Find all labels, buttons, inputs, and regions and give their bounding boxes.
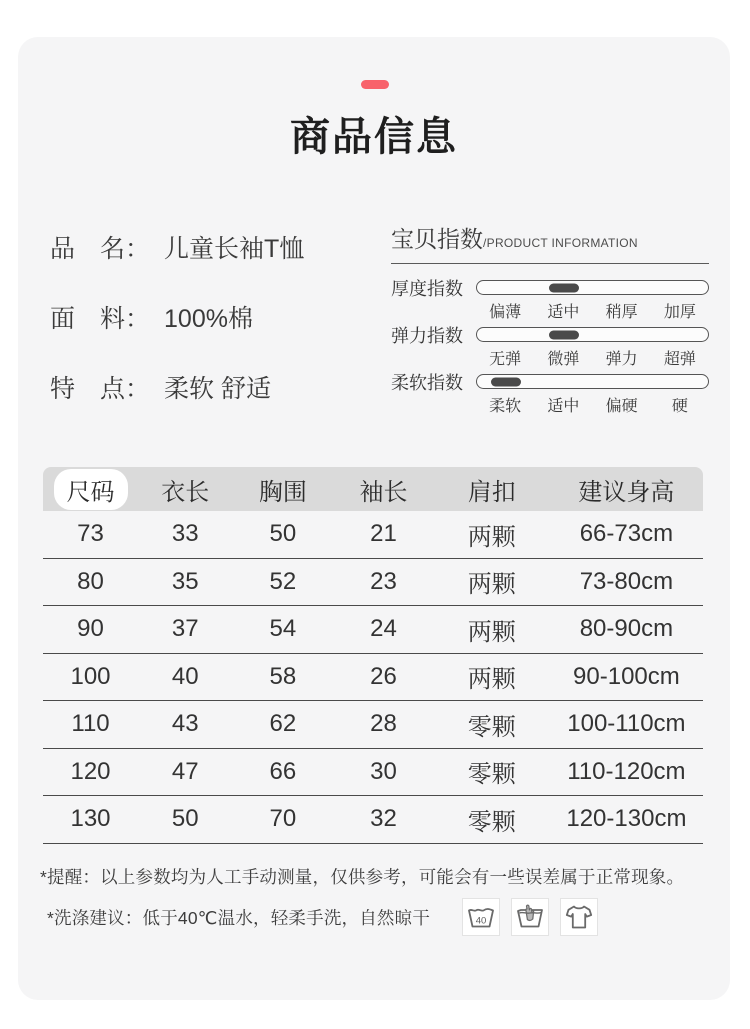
cell-size: 130 (70, 805, 111, 833)
thickness-slider-track (476, 280, 709, 295)
cell-chest: 54 (269, 615, 297, 643)
panel-subtitle: /PRODUCT INFORMATION (483, 236, 638, 250)
cell-chest: 58 (269, 662, 297, 690)
slider-scale (476, 299, 709, 322)
cell-height: 100-110cm (567, 710, 686, 738)
scale-label: 偏硬 (605, 398, 638, 415)
elasticity-index-group (391, 323, 709, 369)
slider-scale (476, 393, 709, 416)
measurement-note: *提醒：以上参数均为人工手动测量，仅供参考，可能会有一些误差属于正常现象。 (40, 867, 685, 887)
attr-row-name (50, 229, 305, 263)
cell-sleeve: 30 (370, 757, 397, 785)
title-accent-dash (361, 80, 389, 89)
cell-height: 73-80cm (579, 567, 674, 595)
washing-note: *洗涤建议：低于40℃温水，轻柔手洗，自然晾干 (47, 908, 431, 928)
cell-size: 100 (70, 662, 111, 690)
product-info-card (18, 37, 730, 1000)
size-table-header (43, 467, 703, 511)
cell-buttons: 零颗 (467, 713, 516, 741)
cell-chest: 52 (269, 567, 297, 595)
header-cell-length: 衣长 (161, 478, 210, 506)
page-title: 商品信息 (290, 115, 458, 159)
cell-buttons: 两颗 (467, 571, 516, 599)
cell-sleeve: 28 (370, 710, 397, 738)
attr-label: 品 名： (50, 235, 151, 263)
care-icons (462, 898, 598, 936)
cell-buttons: 零颗 (467, 761, 516, 789)
attr-value: 儿童长袖T恤 (164, 235, 305, 263)
cell-chest: 50 (269, 520, 297, 548)
slider-label: 柔软指数 (391, 372, 463, 393)
cell-chest: 66 (269, 757, 297, 785)
cell-sleeve: 21 (370, 520, 397, 548)
table-row (43, 796, 703, 844)
slider-fill (491, 377, 521, 386)
cell-chest: 62 (269, 710, 297, 738)
scale-label: 适中 (547, 398, 580, 415)
scale-label: 稍厚 (605, 304, 638, 321)
scale-label: 微弹 (547, 351, 580, 368)
cell-length: 43 (171, 710, 199, 738)
attr-row-feature (50, 369, 304, 403)
cell-chest: 70 (269, 805, 297, 833)
shirt-dry-icon (560, 898, 598, 936)
scale-label: 柔软 (489, 398, 522, 415)
softness-slider-track (476, 374, 709, 389)
cell-buttons: 零颗 (467, 808, 516, 836)
slider-row (391, 276, 709, 299)
wash-40-icon (462, 898, 500, 936)
cell-height: 90-100cm (573, 662, 680, 690)
cell-buttons: 两颗 (467, 523, 516, 551)
cell-length: 33 (171, 520, 199, 548)
cell-size: 110 (71, 710, 110, 738)
table-row (43, 749, 703, 797)
scale-label: 超弹 (663, 351, 696, 368)
scale-label: 弹力 (605, 351, 638, 368)
panel-title: 宝贝指数 (391, 226, 483, 252)
scale-label: 偏薄 (489, 304, 522, 321)
cell-sleeve: 26 (370, 662, 397, 690)
product-attributes (50, 229, 304, 439)
slider-scale (476, 346, 709, 369)
attr-value: 柔软 舒适 (164, 375, 271, 403)
cell-height: 80-90cm (579, 615, 674, 643)
header-cell-size (43, 469, 138, 510)
cell-length: 50 (171, 805, 199, 833)
header-cell-height: 建议身高 (578, 478, 675, 506)
table-row (43, 606, 703, 654)
cell-size: 120 (70, 757, 111, 785)
scale-label: 硬 (671, 398, 688, 415)
cell-length: 37 (171, 615, 199, 643)
attr-label: 特 点： (50, 375, 151, 403)
header-cell-chest: 胸围 (258, 478, 307, 506)
table-row (43, 701, 703, 749)
table-row (43, 559, 703, 607)
slider-row (391, 370, 709, 393)
table-row (43, 511, 703, 559)
panel-header (391, 221, 709, 264)
size-table (43, 467, 703, 844)
size-header-pill: 尺码 (54, 469, 128, 510)
cell-length: 47 (171, 757, 199, 785)
thickness-index-group (391, 276, 709, 322)
attr-value: 100%棉 (164, 305, 253, 333)
cell-size: 90 (77, 615, 104, 643)
cell-height: 120-130cm (566, 805, 687, 833)
table-row (43, 654, 703, 702)
cell-sleeve: 32 (370, 805, 397, 833)
cell-length: 40 (171, 662, 199, 690)
scale-label: 适中 (547, 304, 580, 321)
cell-buttons: 两颗 (467, 666, 516, 694)
svg-text:40: 40 (475, 915, 487, 927)
scale-label: 加厚 (663, 304, 696, 321)
elasticity-slider-track (476, 327, 709, 342)
attr-row-fabric (50, 299, 304, 333)
cell-sleeve: 23 (370, 567, 397, 595)
slider-fill (549, 330, 579, 339)
slider-fill (549, 283, 579, 292)
cell-height: 66-73cm (579, 520, 674, 548)
baby-index-panel (391, 221, 709, 416)
cell-size: 80 (77, 567, 104, 595)
attr-label: 面 料： (50, 305, 151, 333)
cell-buttons: 两颗 (467, 618, 516, 646)
scale-label: 无弹 (489, 351, 522, 368)
header-cell-buttons: 肩扣 (467, 478, 516, 506)
cell-sleeve: 24 (370, 615, 397, 643)
cell-length: 35 (171, 567, 199, 595)
slider-label: 弹力指数 (391, 325, 463, 346)
slider-row (391, 323, 709, 346)
slider-label: 厚度指数 (391, 278, 463, 299)
cell-size: 73 (77, 520, 104, 548)
softness-index-group (391, 370, 709, 416)
header-cell-sleeve: 袖长 (359, 478, 408, 506)
hand-wash-icon (511, 898, 549, 936)
cell-height: 110-120cm (567, 757, 686, 785)
